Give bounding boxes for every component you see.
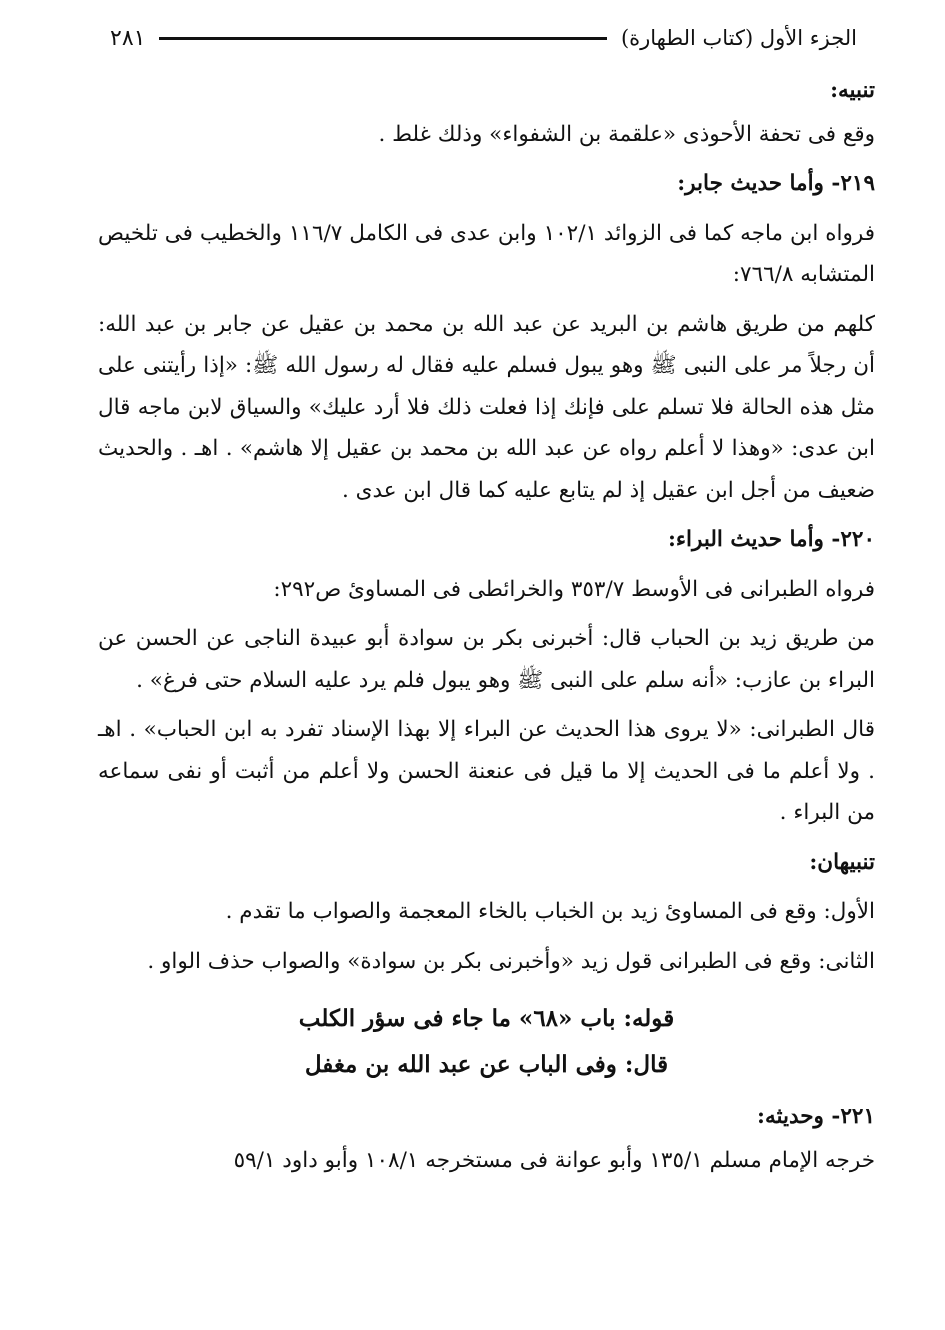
- chapter-title: قوله: باب «٦٨» ما جاء فى سؤر الكلب: [298, 1005, 675, 1032]
- paragraph: وقع فى تحفة الأحوذى «علقمة بن الشفواء» وذلك غلط .: [378, 121, 875, 147]
- page-body: [98, 70, 875, 1181]
- note-heading: تنبيه:: [830, 78, 875, 103]
- paragraph: فرواه الطبرانى فى الأوسط ٣٥٣/٧ والخرائطى فى المساوئ ص٢٩٢:: [273, 576, 875, 602]
- paragraph: الثانى: وقع فى الطبرانى قول زيد «وأخبرنى بكر بن سوادة» والصواب حذف الواو .: [147, 948, 875, 974]
- paragraph: من طريق زيد بن الحباب قال: أخبرنى بكر بن سوادة أبو عبيدة الناجى عن الحسن عن البراء بن عازب: «أنه سلم على النبى ﷺ وهو يبول فلم يرد عليه السلام حتى فرغ» .: [98, 626, 875, 693]
- running-title: الجزء الأول (كتاب الطهارة): [620, 26, 857, 50]
- paragraph: خرجه الإمام مسلم ١٣٥/١ وأبو عوانة فى مستخرجه ١٠٨/١ وأبو داود ٥٩/١: [233, 1147, 875, 1173]
- hadith-heading: ٢٢١- وحديثه:: [757, 1104, 875, 1129]
- hadith-heading: ٢٢٠- وأما حديث البراء:: [667, 527, 875, 552]
- paragraph: كلهم من طريق هاشم بن البريد عن عبد الله بن محمد بن عقيل عن جابر بن عبد الله: أن رجلاً مر على النبى ﷺ وهو يبول فسلم عليه فقال له رسول الله ﷺ: «إذا رأيتنى على مثل هذه الحالة فلا تسلم على فإنك إذا فعلت ذلك فلا أرد عليك» والسياق لابن ماجه قال ابن عدى: «وهذا لا أعلم رواه عن عبد الله بن محمد بن عقيل إلا هاشم» . اهـ . والحديث ضعيف من أجل ابن عقيل إذ لم يتابع عليه كما قال ابن عدى .: [98, 311, 875, 503]
- page-number: ٢٨١: [110, 25, 146, 51]
- paragraph: الأول: وقع فى المساوئ زيد بن الخباب بالخاء المعجمة والصواب ما تقدم .: [225, 899, 875, 924]
- paragraph: فرواه ابن ماجه كما فى الزوائد ١٠٢/١ وابن عدى فى الكامل ١١٦/٧ والخطيب فى تلخيص المتشابه ٧٦٦/٨:: [98, 220, 876, 287]
- paragraph: قال الطبرانى: «لا يروى هذا الحديث عن البراء إلا بهذا الإسناد تفرد به ابن الحباب» . اهـ . ولا أعلم ما فى الحديث إلا ما قيل فى عنعنة الحسن ولا أعلم من أثبت أو نفى سماعه من البراء .: [98, 717, 875, 825]
- notes-heading: تنبيهان:: [809, 849, 875, 875]
- hadith-heading: ٢١٩- وأما حديث جابر:: [677, 171, 875, 196]
- chapter-subtitle: قال: وفى الباب عن عبد الله بن مغفل: [304, 1051, 669, 1078]
- page-header: [110, 18, 857, 58]
- header-rule: [159, 37, 606, 40]
